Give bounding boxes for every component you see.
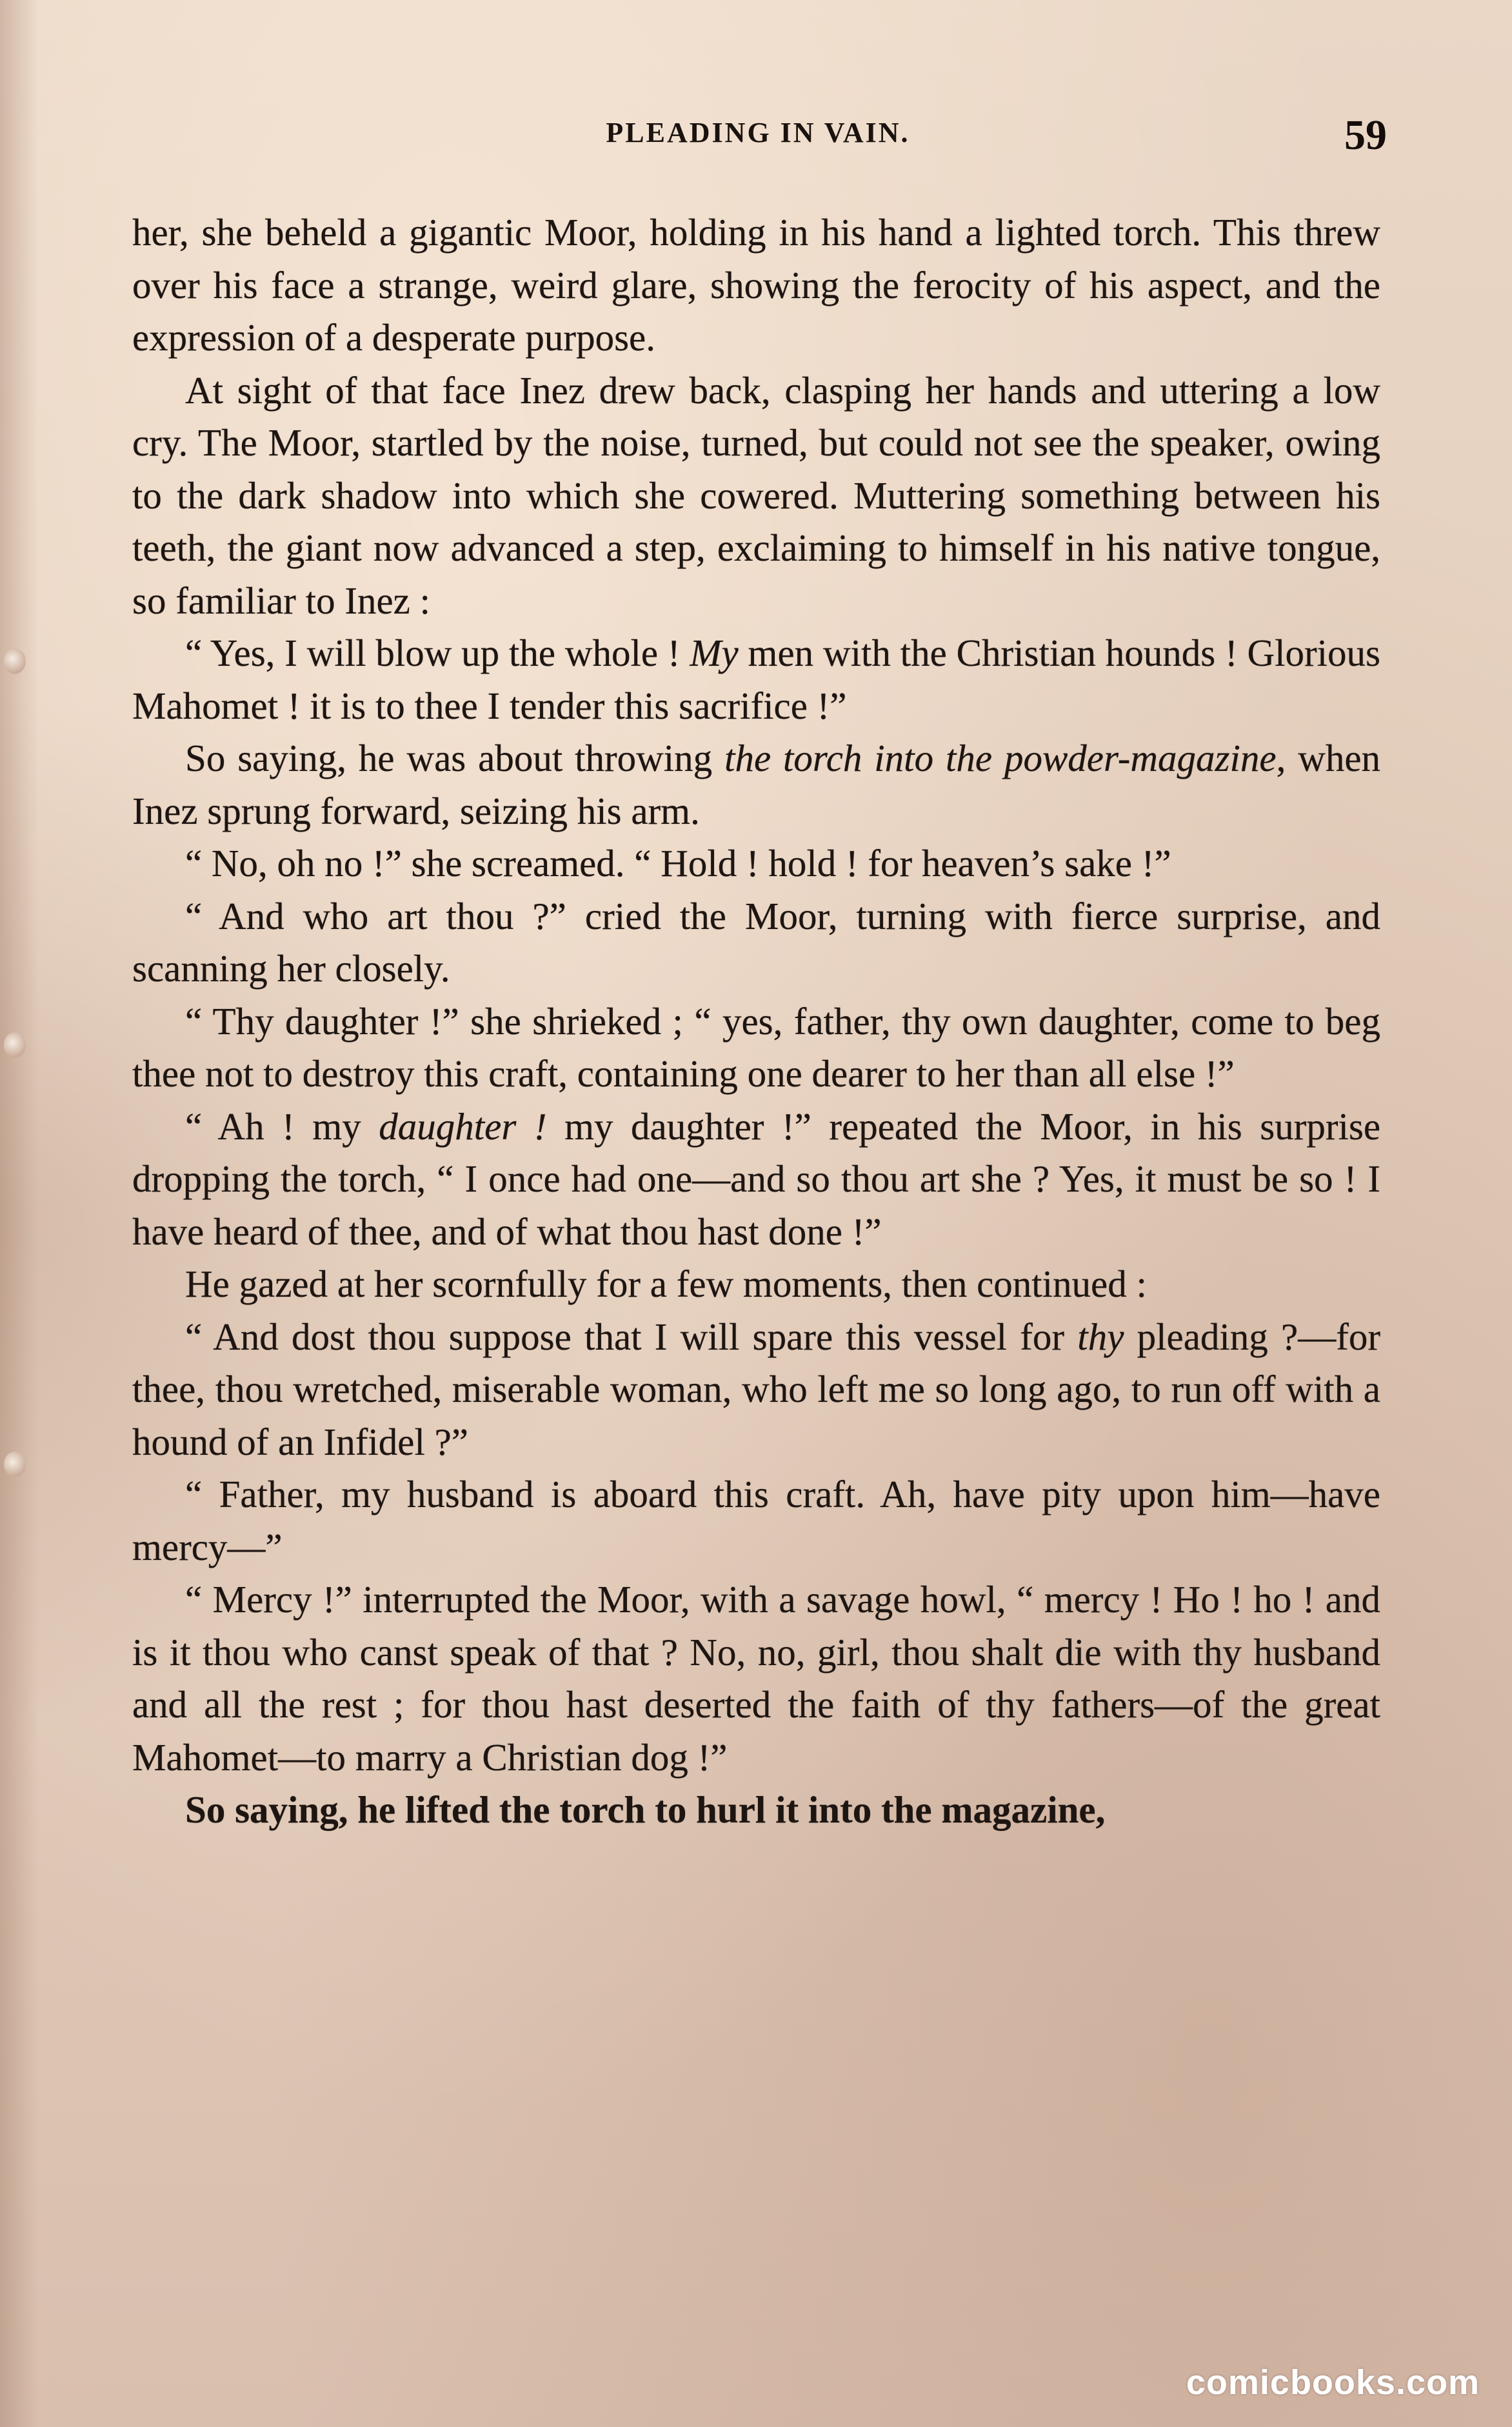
paragraph (132, 1468, 1380, 1573)
italic-text: thy (1077, 1315, 1124, 1358)
paragraph (132, 1784, 1380, 1837)
page-number: 59 (1344, 112, 1387, 159)
text-run: “ Yes, I will blow up the whole ! (185, 632, 690, 674)
text-run: pleading ?—for thee, thou wretched, miserable woman, who left me so long ago, to run off with a hound of an Infidel ?” (132, 1315, 1380, 1463)
paragraph (132, 365, 1380, 628)
text-run: So saying, he was about throwing (185, 737, 725, 779)
binding-hole-decoration (4, 648, 26, 674)
text-run: “ And who art thou ?” cried the Moor, turning with fierce surprise, and scanning her closely. (132, 894, 1380, 990)
text-run: my daughter !” repeated the Moor, in his surprise dropping the torch, “ I once had one—and so thou art she ? Yes, it must be so ! I have heard of thee, and of what thou hast done !” (132, 1104, 1381, 1253)
running-head (129, 112, 1387, 168)
text-run: “ Ah ! my (185, 1104, 379, 1148)
running-head-title: PLEADING IN VAIN. (606, 117, 910, 148)
paragraph (132, 206, 1380, 365)
binding-hole-decoration (4, 1032, 26, 1058)
italic-text: the torch into the powder-magazine (724, 737, 1277, 779)
paragraph (132, 1311, 1380, 1469)
paragraph (132, 1101, 1380, 1259)
italic-text: daughter ! (379, 1104, 547, 1148)
text-run: “ And dost thou suppose that I will spare this vessel for (185, 1315, 1078, 1358)
watermark: comicbooks.com (1186, 2363, 1480, 2402)
italic-text: My (690, 632, 739, 674)
paragraph (132, 732, 1380, 837)
paragraph (132, 627, 1380, 732)
paragraph (132, 837, 1380, 890)
text-run: He gazed at her scornfully for a few moments, then continued : (185, 1263, 1147, 1305)
text-run: “ Father, my husband is aboard this craft. Ah, have pity upon him—have mercy—” (132, 1473, 1380, 1568)
text-run: So saying, he lifted the torch to hurl it into the magazine, (185, 1788, 1106, 1831)
binding-hole-decoration (4, 1452, 26, 1477)
text-run: “ Thy daughter !” she shrieked ; “ yes, father, thy own daughter, come to beg thee not to destroy this craft, containing one dearer to her than all else !” (132, 999, 1380, 1095)
body-text (132, 206, 1380, 1837)
text-run: At sight of that face Inez drew back, clasping her hands and uttering a low cry. The Moor, startled by the noise, turned, but could not see the speaker, owing to the dark shadow into which she cowered. Muttering something between his teeth, the giant now advanced a step, exclaiming to himself in his native tongue, so familiar to Inez : (132, 368, 1380, 622)
paragraph (132, 890, 1380, 995)
text-run: , when Inez sprung forward, seizing his arm. (132, 737, 1381, 832)
text-run: her, she beheld a gigantic Moor, holding in his hand a lighted torch. This threw over his face a strange, weird glare, showing the ferocity of his aspect, and the expression of a desperate purpose. (132, 211, 1380, 359)
text-run: “ Mercy !” interrupted the Moor, with a savage howl, “ mercy ! Ho ! ho ! and is it thou who canst speak of that ? No, no, girl, thou shalt die with thy husband and all the rest ; for thou hast deserted the faith of thy fathers—of the great Mahomet—to marry a Christian dog !” (132, 1578, 1380, 1779)
paragraph (132, 1258, 1380, 1311)
page-edge-shadow (0, 0, 39, 2427)
text-run: men with the Christian hounds ! Glorious Mahomet ! it is to thee I tender this sacrifice !” (132, 632, 1380, 727)
text-run: “ No, oh no !” she screamed. “ Hold ! hold ! for heaven’s sake !” (185, 842, 1171, 884)
paragraph (132, 1573, 1380, 1784)
paragraph (132, 995, 1380, 1101)
